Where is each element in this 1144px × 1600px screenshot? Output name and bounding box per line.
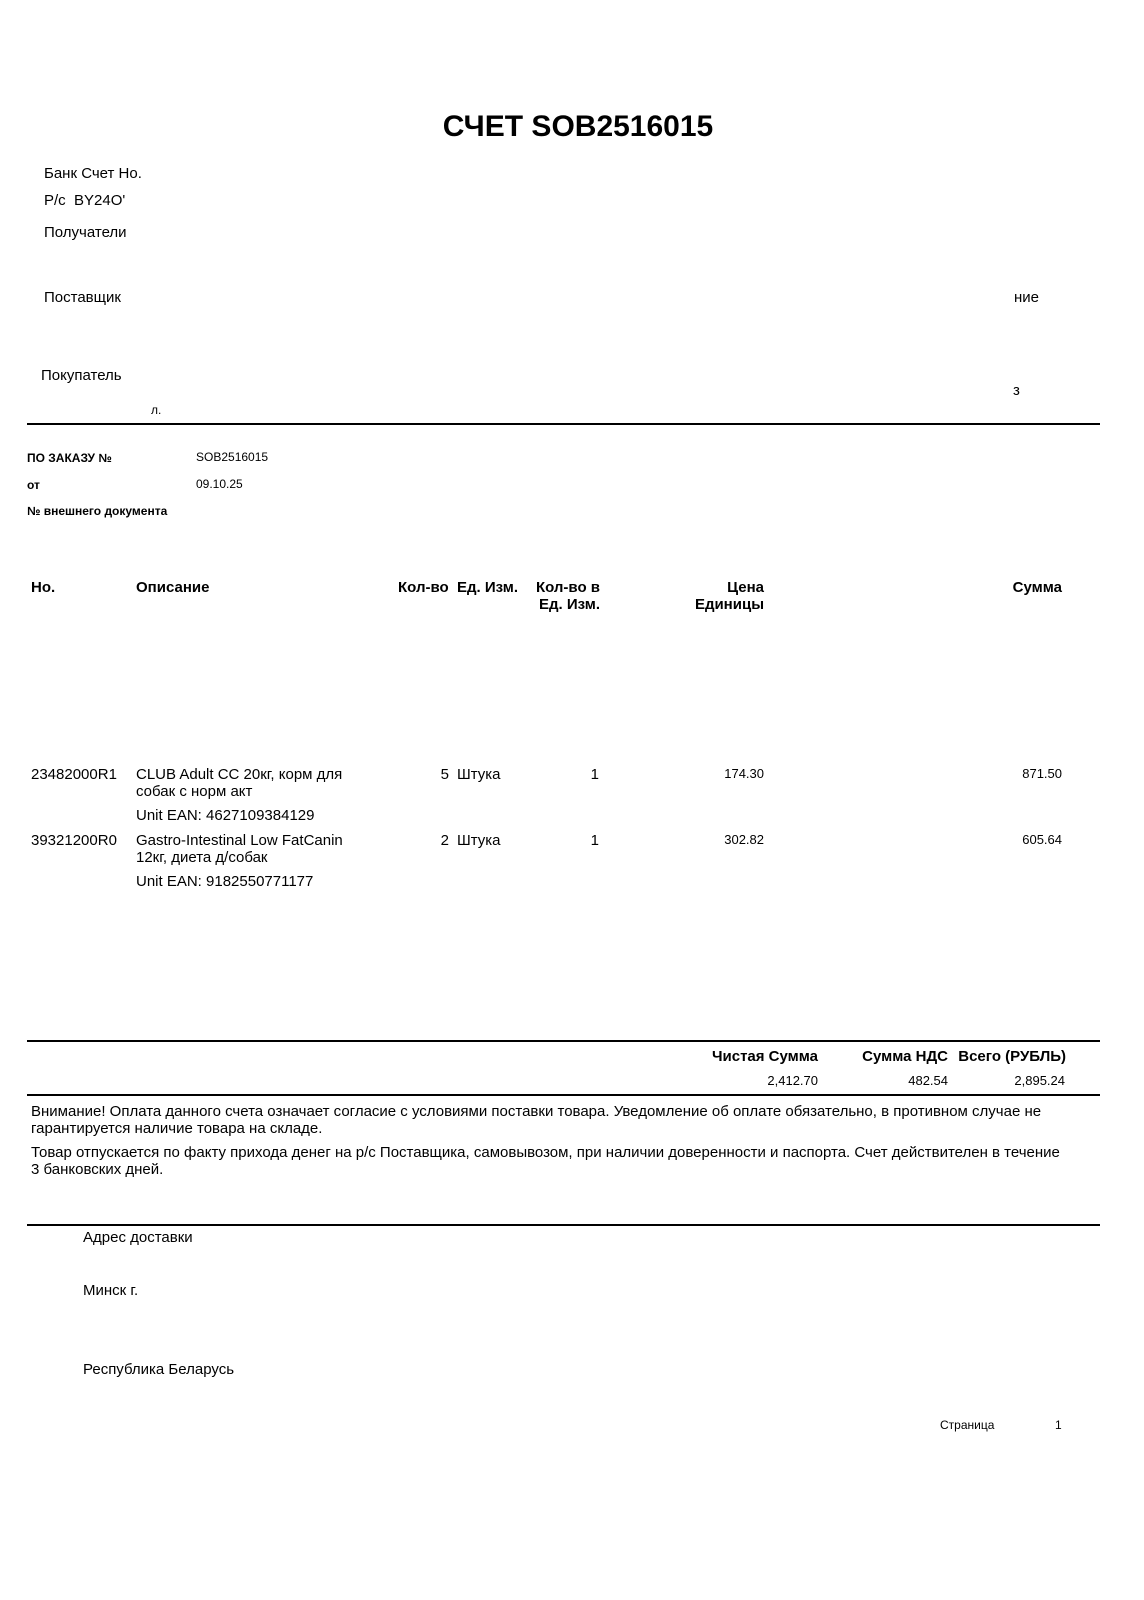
col-header-qty: Кол-во bbox=[398, 579, 449, 596]
col-header-no: Но. bbox=[31, 579, 56, 596]
external-doc-label: № внешнего документа bbox=[27, 504, 168, 518]
account-label: Р/с bbox=[44, 192, 66, 209]
col-header-description: Описание bbox=[136, 579, 210, 596]
table-row-1-qty: 5 bbox=[440, 766, 449, 783]
col-header-unit-price: Цена Единицы bbox=[694, 579, 764, 613]
account-value: BY24O' bbox=[74, 192, 126, 209]
vat-amount-value: 482.54 bbox=[908, 1073, 948, 1088]
invoice-title: СЧЕТ SOB2516015 bbox=[442, 110, 714, 143]
delivery-address-label: Адрес доставки bbox=[83, 1229, 193, 1246]
page-number: 1 bbox=[1055, 1418, 1062, 1432]
buyer-address-fragment: л. bbox=[151, 403, 162, 417]
recipient-label: Получатели bbox=[44, 224, 127, 241]
table-row-1-unit-price: 174.30 bbox=[724, 766, 764, 781]
page-label: Страница bbox=[940, 1418, 995, 1432]
table-row-2-amount: 605.64 bbox=[1022, 832, 1062, 847]
total-amount-label: Всего (РУБЛЬ) bbox=[958, 1048, 1066, 1065]
header-divider bbox=[27, 423, 1100, 425]
supplier-label: Поставщик bbox=[44, 289, 121, 306]
totals-bottom-divider bbox=[27, 1094, 1100, 1096]
table-row-2-unit: Штука bbox=[457, 832, 501, 849]
buyer-name-fragment: з bbox=[1013, 382, 1020, 399]
table-row-2-ean: Unit EAN: 9182550771177 bbox=[136, 873, 314, 890]
table-row-1-no: 23482000R1 bbox=[31, 766, 117, 783]
order-number-label: ПО ЗАКАЗУ № bbox=[27, 451, 112, 465]
order-date-value: 09.10.25 bbox=[196, 477, 243, 491]
col-header-unit: Ед. Изм. bbox=[457, 579, 518, 596]
table-row-2-qty: 2 bbox=[440, 832, 449, 849]
table-row-1-unit: Штука bbox=[457, 766, 501, 783]
col-header-amount: Сумма bbox=[1012, 579, 1062, 596]
total-amount-value: 2,895.24 bbox=[1014, 1073, 1065, 1088]
table-row-2-unit-price: 302.82 bbox=[724, 832, 764, 847]
vat-amount-label: Сумма НДС bbox=[862, 1048, 948, 1065]
delivery-divider bbox=[27, 1224, 1100, 1226]
payment-notice: Внимание! Оплата данного счета означает согласие с условиями поставки товара. Уведомление об оплате обязательно, в противном случае не гарантируется наличие товара на складе. bbox=[31, 1103, 1042, 1137]
buyer-label: Покупатель bbox=[41, 367, 122, 384]
order-number-value: SOB2516015 bbox=[196, 450, 269, 464]
table-row-2-qty-per-unit: 1 bbox=[590, 832, 599, 849]
bank-account-label: Банк Счет Но. bbox=[44, 165, 142, 182]
net-amount-value: 2,412.70 bbox=[767, 1073, 818, 1088]
table-row-1-ean: Unit EAN: 4627109384129 bbox=[136, 807, 315, 824]
delivery-country: Республика Беларусь bbox=[83, 1361, 235, 1378]
net-amount-label: Чистая Сумма bbox=[711, 1048, 818, 1065]
delivery-city: Минск г. bbox=[83, 1282, 139, 1299]
table-row-1-qty-per-unit: 1 bbox=[590, 766, 599, 783]
table-row-2-no: 39321200R0 bbox=[31, 832, 117, 849]
col-header-qty-per-unit: Кол-во в Ед. Изм. bbox=[535, 579, 600, 613]
table-row-2-description: Gastro-Intestinal Low FatCanin 12кг, диета д/собак bbox=[136, 832, 343, 866]
release-notice: Товар отпускается по факту прихода денег на р/с Поставщика, самовывозом, при наличии доверенности и паспорта. Счет действителен в течение 3 банковских дней. bbox=[31, 1144, 1060, 1178]
table-row-1-description: CLUB Adult CC 20кг, корм для собак с норм акт bbox=[136, 766, 343, 800]
table-row-1-amount: 871.50 bbox=[1022, 766, 1062, 781]
supplier-name-fragment: ние bbox=[1014, 289, 1040, 306]
totals-top-divider bbox=[27, 1040, 1100, 1042]
order-date-label: от bbox=[27, 478, 40, 492]
